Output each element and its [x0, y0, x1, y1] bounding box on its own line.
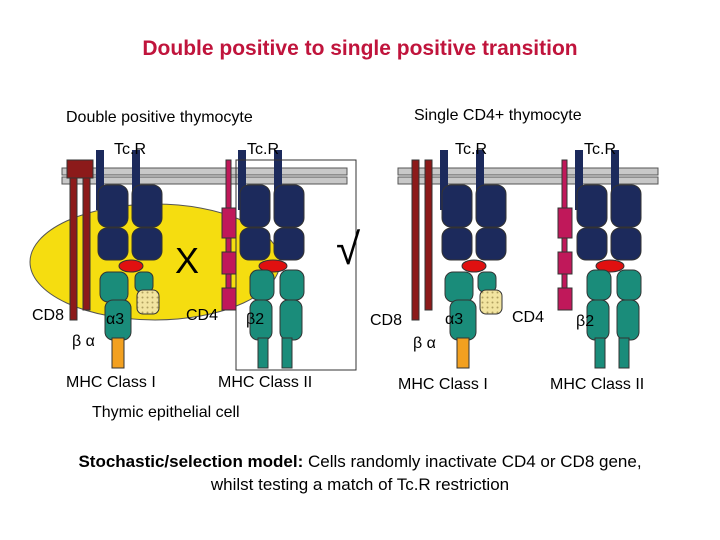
- tcr-right-2: [575, 150, 641, 260]
- cd8-label-left: CD8: [32, 307, 65, 324]
- caption-bold: Stochastic/selection model:: [78, 452, 304, 471]
- caption-line-2: whilst testing a match of Tc.R restriction: [210, 475, 510, 494]
- alpha3-label-right: α3: [445, 311, 464, 328]
- cd4-label-right: CD4: [512, 309, 545, 326]
- beta2-label-right: β2: [576, 313, 595, 330]
- no-match-cross-mark: X: [175, 240, 200, 281]
- beta2-label-left: β2: [246, 311, 265, 328]
- alpha3-label-left: α3: [106, 311, 125, 328]
- mhc-class-ii-label-left: MHC Class II: [218, 374, 313, 391]
- tcr-right-1: [440, 150, 506, 260]
- page-title: Double positive to single positive transition: [142, 37, 578, 60]
- beta-alpha-label-right: β α: [413, 335, 436, 352]
- tcr-label-left-2: Tc.R: [247, 141, 279, 158]
- tcr-label-left-1: Tc.R: [114, 141, 146, 158]
- cd4-label-left: CD4: [186, 307, 219, 324]
- single-cd4-heading: Single CD4+ thymocyte: [414, 107, 582, 124]
- match-check-mark: √: [336, 225, 361, 274]
- cd8-label-right: CD8: [370, 312, 403, 329]
- mhc-class-ii-label-right: MHC Class II: [550, 376, 645, 393]
- beta-alpha-label-left: β α: [72, 333, 95, 350]
- right-panel: [398, 150, 658, 368]
- tcr-label-right-1: Tc.R: [455, 141, 487, 158]
- mhc-class-ii-right: [587, 260, 641, 368]
- caption-line-1-text: Cells randomly inactivate CD4 or CD8 gene,: [303, 452, 642, 471]
- mhc-class-i-label-right: MHC Class I: [398, 376, 488, 393]
- thymic-epithelial-cell-label: Thymic epithelial cell: [92, 404, 240, 421]
- membrane-left: [62, 168, 347, 184]
- tcr-label-right-2: Tc.R: [584, 141, 616, 158]
- mhc-class-i-label-left: MHC Class I: [66, 374, 156, 391]
- caption-line-1: [0, 450, 720, 473]
- double-positive-heading: Double positive thymocyte: [66, 109, 253, 126]
